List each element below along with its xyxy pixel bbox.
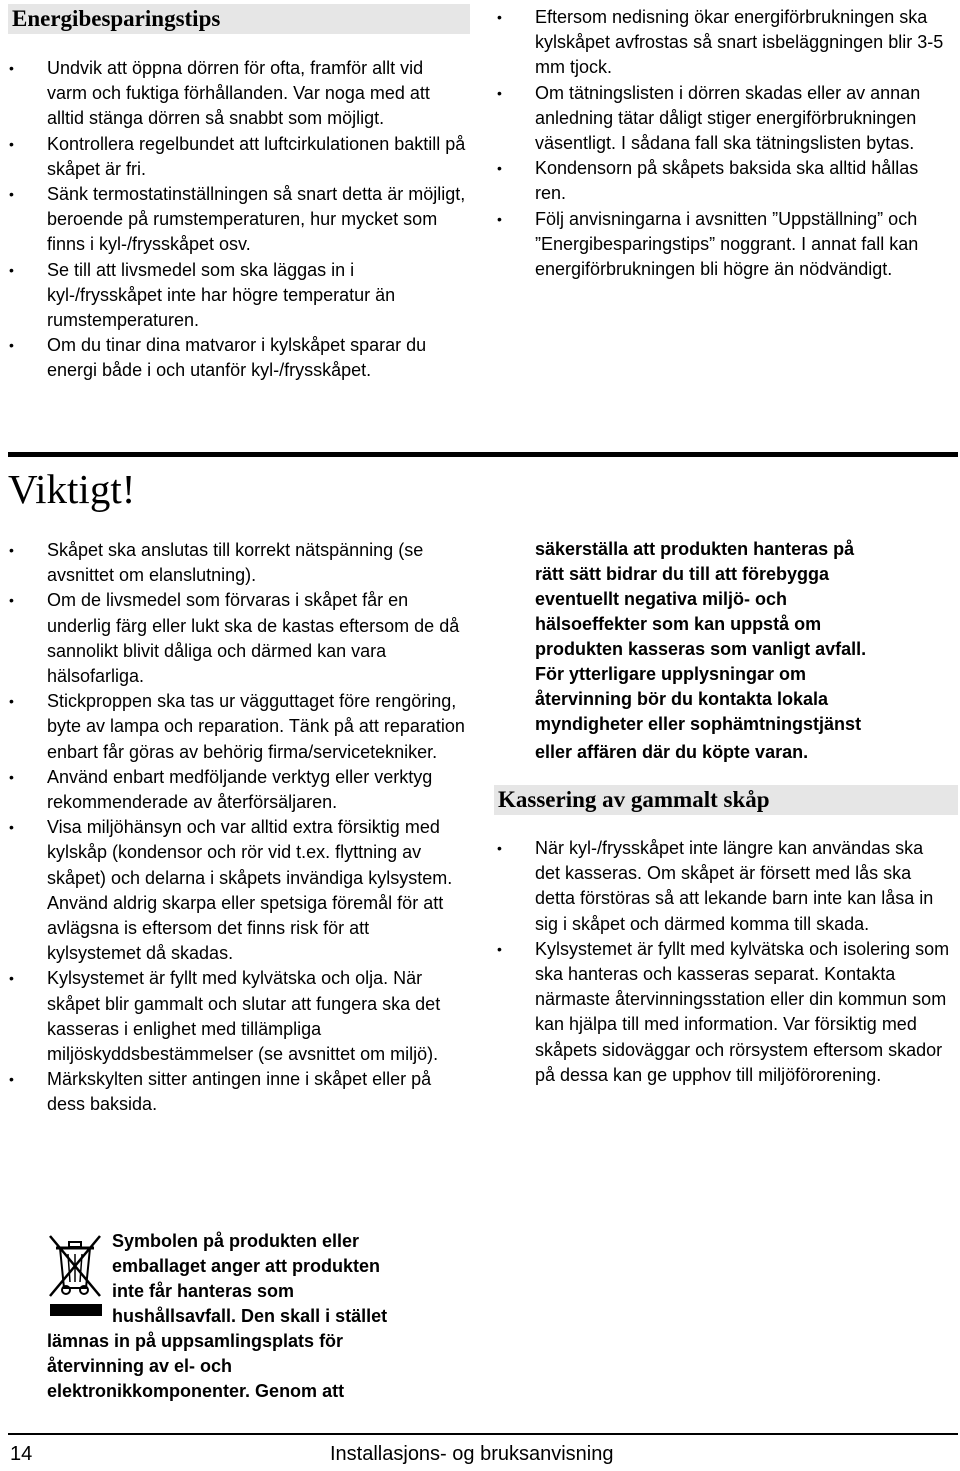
energy-heading: Energibesparingstips: [8, 4, 470, 34]
section-divider: [8, 452, 958, 457]
weee-notice-line: hälsoeffekter som kan uppstå om: [535, 614, 822, 634]
weee-notice-line: återvinning bör du kontakta lokala: [535, 689, 829, 709]
energy-tips-list-left: [47, 56, 467, 384]
list-item: • Om du tinar dina matvaror i kylskåpet sparar du energi både i och utanför kyl-/frysskåpet.: [47, 333, 467, 383]
weee-bin-icon: [46, 1232, 104, 1318]
weee-notice-line: inte får hanteras som: [112, 1281, 295, 1301]
weee-notice-line: rätt sätt bidrar du till att förebygga: [535, 564, 830, 584]
weee-notice-line: lämnas in på uppsamlingsplats för: [47, 1331, 344, 1351]
list-item: • Märkskylten sitter antingen inne i skåpet eller på dess baksida.: [47, 1067, 467, 1117]
list-item: • Kontrollera regelbundet att luftcirkulationen baktill på skåpet är fri.: [47, 132, 467, 182]
page-number: 14: [10, 1443, 33, 1465]
list-item: • Följ anvisningarna i avsnitten ”Uppställning” och ”Energibesparingstips” noggrant. I annat fall kan energiförbrukningen bli högre än nödvändigt.: [535, 207, 953, 283]
weee-notice-line: Symbolen på produkten eller: [112, 1231, 360, 1251]
weee-notice-line: myndigheter eller sophämtningstjänst: [535, 714, 862, 734]
list-item: • Sänk termostatinställningen så snart detta är möjligt, beroende på rumstemperaturen, hur mycket som finns i kyl-/frysskåpet osv.: [47, 182, 467, 258]
list-item: • Skåpet ska anslutas till korrekt nätspänning (se avsnittet om elanslutning).: [47, 538, 467, 588]
weee-notice-line: hushållsavfall. Den skall i stället: [112, 1306, 388, 1326]
list-item: • Om de livsmedel som förvaras i skåpet får en underlig färg eller lukt ska de kastas eftersom de då sannolikt blivit dåliga och därmed kan vara hälsofarliga.: [47, 588, 467, 689]
list-item: • Använd enbart medföljande verktyg eller verktyg rekommenderade av återförsäljaren.: [47, 765, 467, 815]
list-item: • När kyl-/frysskåpet inte längre kan användas ska det kasseras. Om skåpet är försett med lås ska detta förstöras så att lekande barn inte kan låsa in sig i skåpet och därmed komma till skada.: [535, 836, 953, 937]
weee-notice-line: säkerställa att produkten hanteras på: [535, 539, 855, 559]
energy-tips-list-right: [535, 5, 953, 282]
list-item: • Undvik att öppna dörren för ofta, framför allt vid varm och fuktiga förhållanden. Var noga med att alltid stänga dörren så snabbt som möjligt.: [47, 56, 467, 132]
weee-notice-line: produkten kasseras som vanligt avfall.: [535, 639, 867, 659]
list-item: • Kondensorn på skåpets baksida ska alltid hållas ren.: [535, 156, 953, 206]
list-item: • Visa miljöhänsyn och var alltid extra försiktig med kylskåp (kondensor och rör vid t.ex. flyttning av skåpet) och delarna i skåpets invändiga kylsystem. Använd aldrig skarpa eller spetsiga föremål för att avlägsna is eftersom det finns risk för att kylsystemet då skadas.: [47, 815, 467, 966]
list-item: • Stickproppen ska tas ur vägguttaget före rengöring, byte av lampa och reparation. Tänk på att reparation enbart får göras av behörig firma/servicetekniker.: [47, 689, 467, 765]
weee-notice-line: eventuellt negativa miljö- och: [535, 589, 788, 609]
list-item: • Om tätningslisten i dörren skadas eller av annan anledning tätar dåligt stiger energiförbrukningen väsentligt. I sådana fall ska tätningslisten bytas.: [535, 81, 953, 157]
important-heading: Viktigt!: [8, 466, 136, 512]
weee-notice-line: emballaget anger att produkten: [112, 1256, 381, 1276]
list-item: • Eftersom nedisning ökar energiförbrukningen ska kylskåpet avfrostas så snart isbeläggningen blir 3-5 mm tjock.: [535, 5, 953, 81]
list-item: • Se till att livsmedel som ska läggas in i kyl-/frysskåpet inte har högre temperatur än rumstemperaturen.: [47, 258, 467, 334]
weee-notice-line: För ytterligare upplysningar om: [535, 664, 807, 684]
disposal-list: [535, 836, 953, 1088]
footer-divider: [8, 1433, 958, 1435]
disposal-heading: Kassering av gammalt skåp: [494, 785, 958, 815]
weee-notice-line: eller affären där du köpte varan.: [535, 742, 809, 762]
weee-notice-line: återvinning av el- och: [47, 1356, 233, 1376]
important-list: [47, 538, 467, 1118]
list-item: • Kylsystemet är fyllt med kylvätska och olja. När skåpet blir gammalt och slutar att fungera ska det kasseras i enlighet med tillämpliga miljöskyddsbestämmelser (se avsnittet om miljö).: [47, 966, 467, 1067]
weee-notice-line: elektronikkomponenter. Genom att: [47, 1381, 345, 1401]
list-item: • Kylsystemet är fyllt med kylvätska och isolering som ska hanteras och kasseras separat. Kontakta närmaste återvinningsstation eller din kommun som kan hjälpa till med information. Var försiktig med skåpets sidoväggar och rörsystem eftersom skador på dessa kan ge upphov till miljöförorening.: [535, 937, 953, 1088]
footer-title: Installasjons- og bruksanvisning: [330, 1443, 614, 1465]
